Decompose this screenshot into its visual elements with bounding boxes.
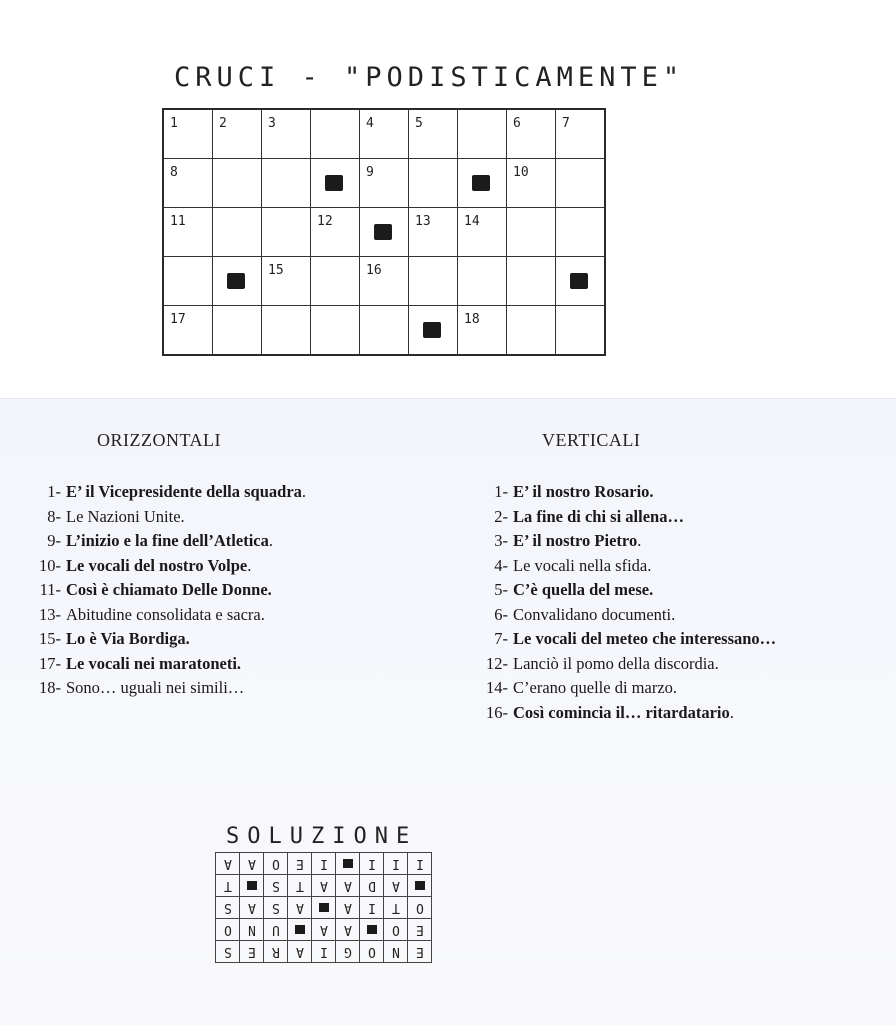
solution-cell: [216, 853, 240, 875]
clue-number: 1-: [47, 482, 61, 501]
grid-cell: [163, 208, 213, 257]
clue-number: 11-: [39, 580, 61, 599]
grid-cell: [311, 306, 360, 356]
solution-letter: O: [271, 856, 280, 871]
clue-number: 14-: [486, 678, 508, 697]
solution-cell: [264, 875, 288, 897]
grid-cell: [163, 159, 213, 208]
grid-cell-number: 8: [170, 165, 178, 180]
solution-cell: [384, 875, 408, 897]
orizzontali-clue: [24, 554, 306, 579]
black-square: [570, 273, 588, 289]
clue-number: 13-: [39, 604, 61, 624]
orizzontali-clue: [24, 676, 306, 701]
solution-letter: O: [367, 944, 376, 959]
solution-cell: [360, 897, 384, 919]
grid-row: [163, 159, 605, 208]
black-square: [374, 224, 392, 240]
orizzontali-clue: [24, 505, 306, 530]
clue-number: 10-: [39, 555, 61, 575]
solution-cell: [264, 897, 288, 919]
solution-letter: N: [247, 922, 256, 937]
grid-cell: [262, 306, 311, 356]
orizzontali-clue: [24, 627, 306, 652]
solution-cell-black: [240, 875, 264, 897]
solution-cell: [240, 853, 264, 875]
black-square: [319, 903, 329, 912]
solution-cell: [336, 875, 360, 897]
clue-text: Così comincia il… ritardatario: [513, 702, 730, 722]
clue-number: 4-: [494, 555, 508, 575]
clue-punctuation: .: [729, 702, 734, 722]
clue-text: C’erano quelle di marzo.: [513, 678, 678, 697]
puzzle-title: CRUCI - "PODISTICAMENTE": [174, 62, 685, 93]
orizzontali-clue: [24, 529, 306, 554]
black-square: [415, 881, 425, 890]
grid-cell: [213, 159, 262, 208]
clue-number: 18-: [39, 678, 61, 697]
grid-cell: [507, 306, 556, 356]
grid-cell: [262, 109, 311, 159]
grid-row: [163, 306, 605, 356]
grid-cell-number: 18: [464, 312, 480, 327]
grid-cell: [458, 109, 507, 159]
solution-cell: [408, 941, 432, 963]
crossword-grid: [162, 108, 606, 356]
grid-cell: [262, 159, 311, 208]
black-square: [472, 175, 490, 191]
solution-cell: [408, 853, 432, 875]
orizzontali-clue: [24, 652, 306, 677]
verticali-clue: [470, 529, 776, 554]
solution-letter: O: [415, 900, 424, 915]
grid-row: [163, 109, 605, 159]
solution-letter: E: [415, 922, 424, 937]
clue-text: Lanciò il pomo della discordia.: [513, 653, 719, 673]
clue-number: 7-: [494, 629, 508, 648]
orizzontali-heading: ORIZZONTALI: [97, 430, 222, 450]
solution-cell-black: [336, 853, 360, 875]
clue-number: 15-: [39, 629, 61, 648]
orizzontali-clue: [24, 480, 306, 505]
clue-text: L’inizio e la fine dell’Atletica: [66, 531, 269, 550]
clue-number: 9-: [47, 531, 61, 550]
solution-letter: N: [391, 944, 400, 959]
grid-cell: [311, 208, 360, 257]
solution-letter: T: [391, 900, 400, 915]
solution-cell: [240, 941, 264, 963]
grid-cell: [458, 257, 507, 306]
solution-letter: O: [391, 922, 400, 937]
solution-letter: A: [319, 922, 328, 937]
solution-row: [216, 897, 432, 919]
solution-letter: R: [271, 944, 280, 959]
solution-cell: [360, 941, 384, 963]
grid-cell: [556, 109, 606, 159]
solution-letter: A: [343, 878, 352, 893]
grid-cell: [458, 306, 507, 356]
solution-cell: [216, 941, 240, 963]
clue-punctuation: .: [301, 482, 307, 501]
grid-cell: [409, 109, 458, 159]
solution-cell: [240, 897, 264, 919]
clue-number: 1-: [494, 482, 508, 501]
grid-cell: [409, 257, 458, 306]
solution-letter: T: [295, 878, 304, 893]
solution-cell: [240, 919, 264, 941]
solution-row: [216, 941, 432, 963]
grid-cell-black: [409, 306, 458, 356]
solution-cell: [288, 941, 312, 963]
clue-punctuation: .: [637, 531, 642, 550]
solution-cell: [312, 941, 336, 963]
clue-number: 6-: [494, 604, 508, 624]
solution-cell: [312, 919, 336, 941]
solution-cell: [264, 853, 288, 875]
grid-cell: [262, 257, 311, 306]
solution-letter: S: [271, 900, 280, 915]
solution-grid: [215, 852, 432, 963]
solution-letter: A: [247, 900, 256, 915]
solution-cell: [336, 919, 360, 941]
grid-cell: [409, 208, 458, 257]
solution-letter: I: [367, 856, 376, 871]
solution-cell: [264, 919, 288, 941]
solution-cell: [384, 853, 408, 875]
solution-cell: [384, 941, 408, 963]
verticali-heading: VERTICALI: [542, 430, 641, 450]
solution-cell: [216, 875, 240, 897]
grid-cell-black: [458, 159, 507, 208]
solution-letter: I: [415, 856, 424, 871]
solution-cell: [408, 919, 432, 941]
grid-cell-number: 3: [268, 116, 276, 131]
grid-row: [163, 257, 605, 306]
clue-text: Sono… uguali nei simili…: [66, 678, 245, 697]
clue-text: Le vocali nella sfida.: [513, 555, 652, 575]
solution-letter: A: [343, 900, 352, 915]
solution-cell-black: [288, 919, 312, 941]
black-square: [343, 859, 353, 868]
orizzontali-clue: [24, 578, 306, 603]
grid-cell-black: [360, 208, 409, 257]
grid-cell-number: 15: [268, 263, 284, 278]
solution-letter: E: [415, 944, 424, 959]
grid-cell: [163, 306, 213, 356]
grid-cell: [556, 208, 606, 257]
grid-cell: [311, 257, 360, 306]
verticali-clue: [470, 603, 776, 628]
verticali-clue: [470, 505, 776, 530]
clue-text: E’ il Vicepresidente della squadra: [66, 482, 302, 501]
verticali-clue: [470, 701, 776, 726]
grid-cell-black: [556, 257, 606, 306]
grid-cell-number: 1: [170, 116, 178, 131]
solution-cell-black: [408, 875, 432, 897]
solution-letter: I: [367, 900, 376, 915]
grid-cell-number: 13: [415, 214, 431, 229]
solution-letter: A: [247, 856, 256, 871]
grid-cell: [213, 109, 262, 159]
solution-cell: [288, 875, 312, 897]
solution-letter: I: [319, 944, 328, 959]
grid-cell-black: [213, 257, 262, 306]
solution-cell: [264, 941, 288, 963]
verticali-clue-list: [470, 480, 776, 725]
grid-row: [163, 208, 605, 257]
grid-cell: [556, 306, 606, 356]
clue-number: 2-: [494, 506, 508, 526]
grid-cell-number: 2: [219, 116, 227, 131]
black-square: [325, 175, 343, 191]
solution-cell: [408, 897, 432, 919]
solution-cell: [384, 897, 408, 919]
solution-cell: [360, 875, 384, 897]
verticali-clue: [470, 578, 776, 603]
orizzontali-clue-list: [24, 480, 306, 701]
grid-cell-number: 10: [513, 165, 529, 180]
grid-cell: [163, 109, 213, 159]
grid-cell: [409, 159, 458, 208]
verticali-clue: [470, 480, 776, 505]
clue-punctuation: .: [268, 531, 273, 550]
solution-letter: E: [247, 944, 256, 959]
clue-text: Lo è Via Bordiga.: [66, 629, 190, 648]
grid-cell: [507, 257, 556, 306]
clue-number: 8-: [47, 506, 61, 526]
solution-letter: S: [271, 878, 280, 893]
grid-cell-number: 7: [562, 116, 570, 131]
solution-cell: [336, 897, 360, 919]
clue-text: E’ il nostro Rosario.: [513, 482, 654, 501]
verticali-clue: [470, 676, 776, 701]
solution-cell: [288, 853, 312, 875]
solution-cell: [360, 853, 384, 875]
solution-cell-black: [360, 919, 384, 941]
clue-number: 16-: [486, 702, 508, 722]
solution-letter: A: [343, 922, 352, 937]
grid-cell-number: 12: [317, 214, 333, 229]
clue-text: C’è quella del mese.: [513, 580, 654, 599]
grid-cell: [360, 257, 409, 306]
solution-letter: A: [223, 856, 232, 871]
verticali-clue: [470, 554, 776, 579]
orizzontali-clue: [24, 603, 306, 628]
solution-title: SOLUZIONE: [226, 824, 418, 849]
solution-letter: S: [223, 944, 232, 959]
grid-cell-number: 4: [366, 116, 374, 131]
grid-cell-number: 16: [366, 263, 382, 278]
clue-number: 17-: [39, 653, 61, 673]
solution-letter: A: [391, 878, 400, 893]
solution-letter: O: [223, 922, 232, 937]
clue-text: Le Nazioni Unite.: [66, 506, 185, 526]
solution-row: [216, 875, 432, 897]
solution-letter: E: [295, 856, 304, 871]
black-square: [295, 925, 305, 934]
clue-text: Convalidano documenti.: [513, 604, 676, 624]
grid-cell: [360, 306, 409, 356]
solution-row: [216, 853, 432, 875]
solution-cell: [336, 941, 360, 963]
solution-row: [216, 919, 432, 941]
clue-number: 5-: [494, 580, 508, 599]
clue-text: Le vocali del nostro Volpe: [66, 555, 248, 575]
grid-cell: [458, 208, 507, 257]
solution-letter: I: [319, 856, 328, 871]
grid-cell: [507, 208, 556, 257]
grid-cell: [507, 159, 556, 208]
clue-text: E’ il nostro Pietro: [513, 531, 638, 550]
black-square: [367, 925, 377, 934]
grid-cell-number: 11: [170, 214, 186, 229]
solution-letter: S: [223, 900, 232, 915]
grid-cell-number: 6: [513, 116, 521, 131]
grid-cell: [262, 208, 311, 257]
grid-cell-black: [311, 159, 360, 208]
grid-cell-number: 9: [366, 165, 374, 180]
solution-cell-black: [312, 897, 336, 919]
clue-text: Abitudine consolidata e sacra.: [66, 604, 265, 624]
grid-cell: [360, 159, 409, 208]
black-square: [423, 322, 441, 338]
solution-letter: D: [367, 878, 376, 893]
clue-punctuation: .: [247, 555, 252, 575]
black-square: [247, 881, 257, 890]
solution-letter: A: [319, 878, 328, 893]
grid-cell-number: 5: [415, 116, 423, 131]
solution-letter: A: [295, 944, 304, 959]
solution-letter: I: [391, 856, 400, 871]
solution-cell: [312, 875, 336, 897]
grid-cell: [213, 208, 262, 257]
clue-text: Così è chiamato Delle Donne.: [66, 580, 272, 599]
grid-cell: [360, 109, 409, 159]
solution-cell: [384, 919, 408, 941]
solution-cell: [288, 897, 312, 919]
grid-cell: [311, 109, 360, 159]
solution-letter: T: [223, 878, 232, 893]
solution-cell: [312, 853, 336, 875]
black-square: [227, 273, 245, 289]
grid-cell: [556, 159, 606, 208]
clue-text: Le vocali del meteo che interessano…: [513, 629, 777, 648]
solution-letter: A: [295, 900, 304, 915]
solution-cell: [216, 897, 240, 919]
solution-letter: U: [271, 922, 280, 937]
clue-number: 12-: [486, 653, 508, 673]
clue-number: 3-: [494, 531, 508, 550]
grid-cell: [213, 306, 262, 356]
grid-cell: [507, 109, 556, 159]
grid-cell-number: 17: [170, 312, 186, 327]
solution-cell: [216, 919, 240, 941]
clue-text: Le vocali nei maratoneti.: [66, 653, 242, 673]
grid-cell: [163, 257, 213, 306]
clue-text: La fine di chi si allena…: [513, 506, 684, 526]
solution-letter: G: [343, 944, 352, 959]
verticali-clue: [470, 627, 776, 652]
grid-cell-number: 14: [464, 214, 480, 229]
verticali-clue: [470, 652, 776, 677]
